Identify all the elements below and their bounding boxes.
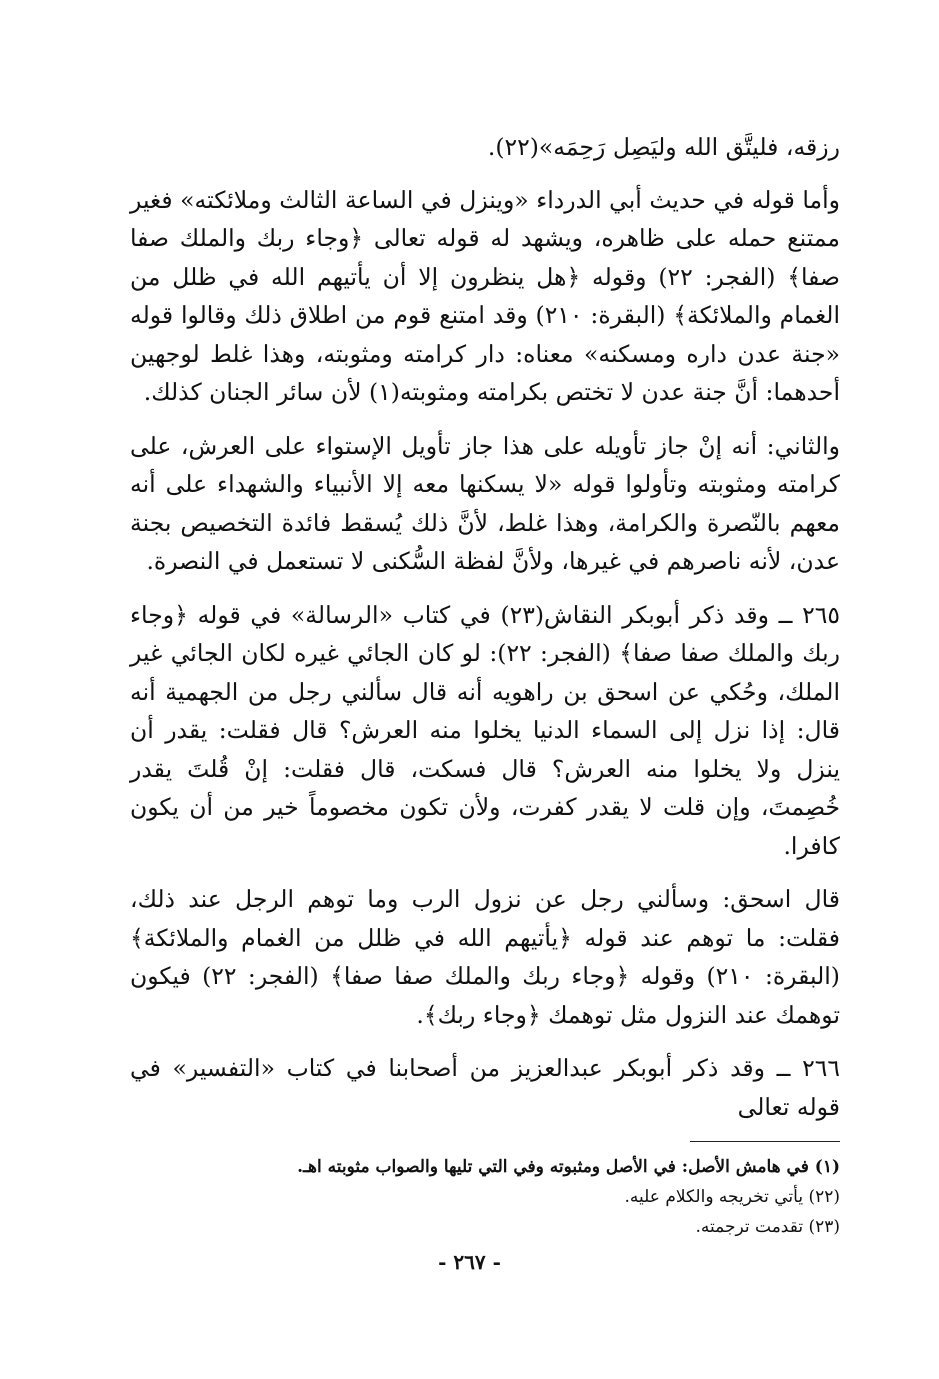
- page-number: - ٢٦٧ -: [438, 1250, 501, 1274]
- paragraph-3: والثاني: أنه إنْ جاز تأويله على هذا جاز تأويل الإستواء على العرش، على كرامته ومثوبته وتأولوا قوله «لا يسكنها معه إلا الأنبياء والشهداء على أنه معهم بالنّصرة والكرامة، وهذا غلط، لأنَّ ذلك يُسقط فائدة التخصيص بجنة عدن، لأنه ناصرهم في غيرها، ولأنَّ لفظة السُّكنى لا تستعمل في النصرة.: [130, 431, 840, 575]
- footnote-22: (٢٢) يأتي تخريجه والكلام عليه.: [624, 1187, 840, 1207]
- paragraph-5: قال اسحق: وسألني رجل عن نزول الرب وما توهم الرجل عند ذلك، فقلت: ما توهم عند قوله ﴿يأتيهم الله في ظلل من الغمام والملائكة﴾ (البقرة: ٢١٠) وقوله ﴿وجاء ربك والملك صفا صفا﴾ (الفجر: ٢٢) فيكون توهمك عند النزول مثل توهمك ﴿وجاء ربك﴾.: [130, 885, 840, 1029]
- footnote-23: (٢٣) تقدمت ترجمته.: [695, 1217, 840, 1237]
- paragraph-1: رزقه، فليتَّق الله وليَصِل رَحِمَه»(٢٢).: [487, 133, 840, 161]
- paragraph-6: ٢٦٦ ــ وقد ذكر أبوبكر عبدالعزيز من أصحابنا في كتاب «التفسير» في قوله تعالى: [130, 1054, 840, 1121]
- page-body: [130, 128, 840, 1242]
- footnote-divider: [690, 1141, 840, 1142]
- paragraph-4: ٢٦٥ ــ وقد ذكر أبوبكر النقاش(٢٣) في كتاب «الرسالة» في قوله ﴿وجاء ربك والملك صفا صفا﴾ (الفجر: ٢٢): لو كان الجائي غيره لكان الجائي غير الملك، وحُكي عن اسحق بن راهويه أنه قال سألني رجل من الجهمية أنه قال: إذا نزل إلى السماء الدنيا يخلوا منه العرش؟ قال فقلت: يقدر أن ينزل ولا يخلوا منه العرش؟ قال فسكت، قال فقلت: إنْ قُلتَ يقدر خُصِمتَ، وإن قلت لا يقدر كفرت، ولأن تكون مخصوماً خير من أن يكون كافرا.: [130, 600, 841, 860]
- paragraph-2: وأما قوله في حديث أبي الدرداء «وينزل في الساعة الثالث وملائكته» فغير ممتنع حمله على ظاهره، ويشهد له قوله تعالى ﴿وجاء ربك والملك صفا صفا﴾ (الفجر: ٢٢) وقوله ﴿هل ينظرون إلا أن يأتيهم الله في ظلل من الغمام والملائكة﴾ (البقرة: ٢١٠) وقد امتنع قوم من اطلاق ذلك وقالوا قوله «جنة عدن داره ومسكنه» معناه: دار كرامته ومثوبته، وهذا غلط لوجهين أحدهما: أنَّ جنة عدن لا تختص بكرامته ومثوبته(١) لأن سائر الجنان كذلك.: [130, 185, 840, 406]
- footnote-1: (١) في هامش الأصل: في الأصل ومثبوته وفي التي تليها والصواب مثوبته اهـ.: [297, 1157, 840, 1177]
